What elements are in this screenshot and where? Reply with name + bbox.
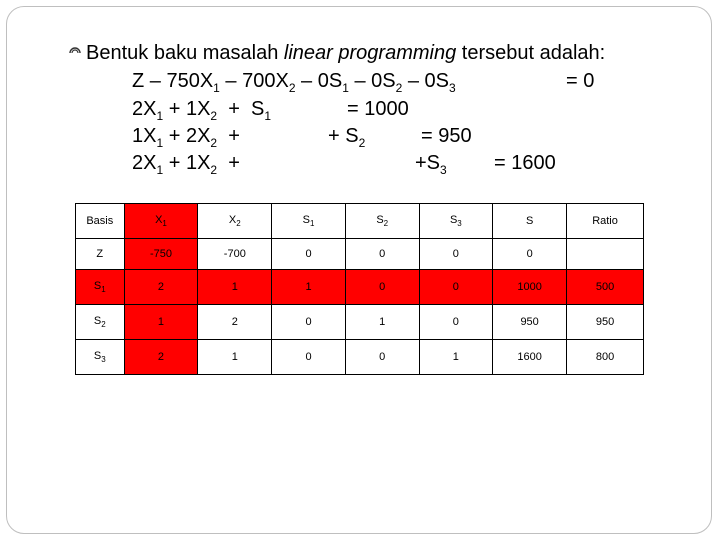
table-row [76, 239, 644, 270]
header-cell: $S_3$ [419, 204, 493, 239]
table-cell: 0 [345, 340, 419, 375]
table-cell: 0 [345, 270, 419, 305]
table-cell: 0 [272, 239, 346, 270]
equation-c3-rhs: = 1600 [494, 152, 556, 174]
header-cell: S [493, 204, 567, 239]
table-cell: 2 [124, 340, 198, 375]
table-cell: 0 [345, 239, 419, 270]
table-cell: 0 [493, 239, 567, 270]
table-cell: 800 [567, 340, 644, 375]
table-row [76, 340, 644, 375]
equation-c3-lhs: $2X_1 + 1X_2$ + [132, 152, 240, 177]
table-cell: 2 [198, 305, 272, 340]
table-cell: 1000 [493, 270, 567, 305]
header-cell: $S_1$ [272, 204, 346, 239]
basis-cell: $S_2$ [76, 305, 125, 340]
table-cell: 950 [493, 305, 567, 340]
table-row [76, 305, 644, 340]
table-cell: 1 [272, 270, 346, 305]
table-cell: 1600 [493, 340, 567, 375]
table-cell: -750 [124, 239, 198, 270]
basis-cell: Z [76, 239, 125, 270]
equation-c1-rhs: = 1000 [347, 98, 409, 120]
equation-c3 [132, 152, 652, 178]
equation-z-lhs: Z – $750X_1 - 700X_2 - 0S_1 - 0S_2 - 0S_3$ [132, 70, 456, 95]
table-cell: 500 [567, 270, 644, 305]
table-cell: 2 [124, 270, 198, 305]
header-cell: Basis [76, 204, 125, 239]
table-cell: 0 [419, 305, 493, 340]
equation-c3-mid: $+S_3$ [415, 152, 447, 177]
simplex-table [75, 203, 644, 375]
table-cell: 0 [272, 305, 346, 340]
header-cell: $X_1$ [124, 204, 198, 239]
table-cell: 1 [124, 305, 198, 340]
table-cell: 950 [567, 305, 644, 340]
table-cell [567, 239, 644, 270]
table-row [76, 270, 644, 305]
table-cell: 0 [419, 270, 493, 305]
intro-text-after: tersebut adalah: [456, 42, 606, 64]
intro-line [68, 42, 605, 65]
table-cell: 0 [272, 340, 346, 375]
table-cell: 1 [198, 270, 272, 305]
equation-c1-lhs: $2X_1 + 1X_2 + S_1$ [132, 98, 272, 123]
table-cell: 1 [198, 340, 272, 375]
table-cell: 0 [419, 239, 493, 270]
basis-cell: $S_1$ [76, 270, 125, 305]
basis-cell: $S_3$ [76, 340, 125, 375]
equation-c2 [132, 125, 652, 151]
equation-z-rhs: = 0 [566, 70, 595, 92]
equation-c1 [132, 98, 652, 124]
equation-c2-lhs: $1X_1 + 2X_2$ + [132, 125, 240, 150]
intro-italic: linear programming [283, 42, 457, 64]
equation-z [132, 70, 652, 96]
table-cell: 1 [345, 305, 419, 340]
table-header-row [76, 204, 644, 239]
bullet-icon [68, 46, 82, 60]
equation-c2-mid: + $S_2$ [328, 125, 366, 150]
header-cell: $S_2$ [345, 204, 419, 239]
intro-text: Bentuk baku masalah [86, 42, 284, 64]
table-cell: 1 [419, 340, 493, 375]
header-cell: Ratio [567, 204, 644, 239]
equation-c2-rhs: = 950 [421, 125, 472, 147]
header-cell: $X_2$ [198, 204, 272, 239]
table-cell: -700 [198, 239, 272, 270]
